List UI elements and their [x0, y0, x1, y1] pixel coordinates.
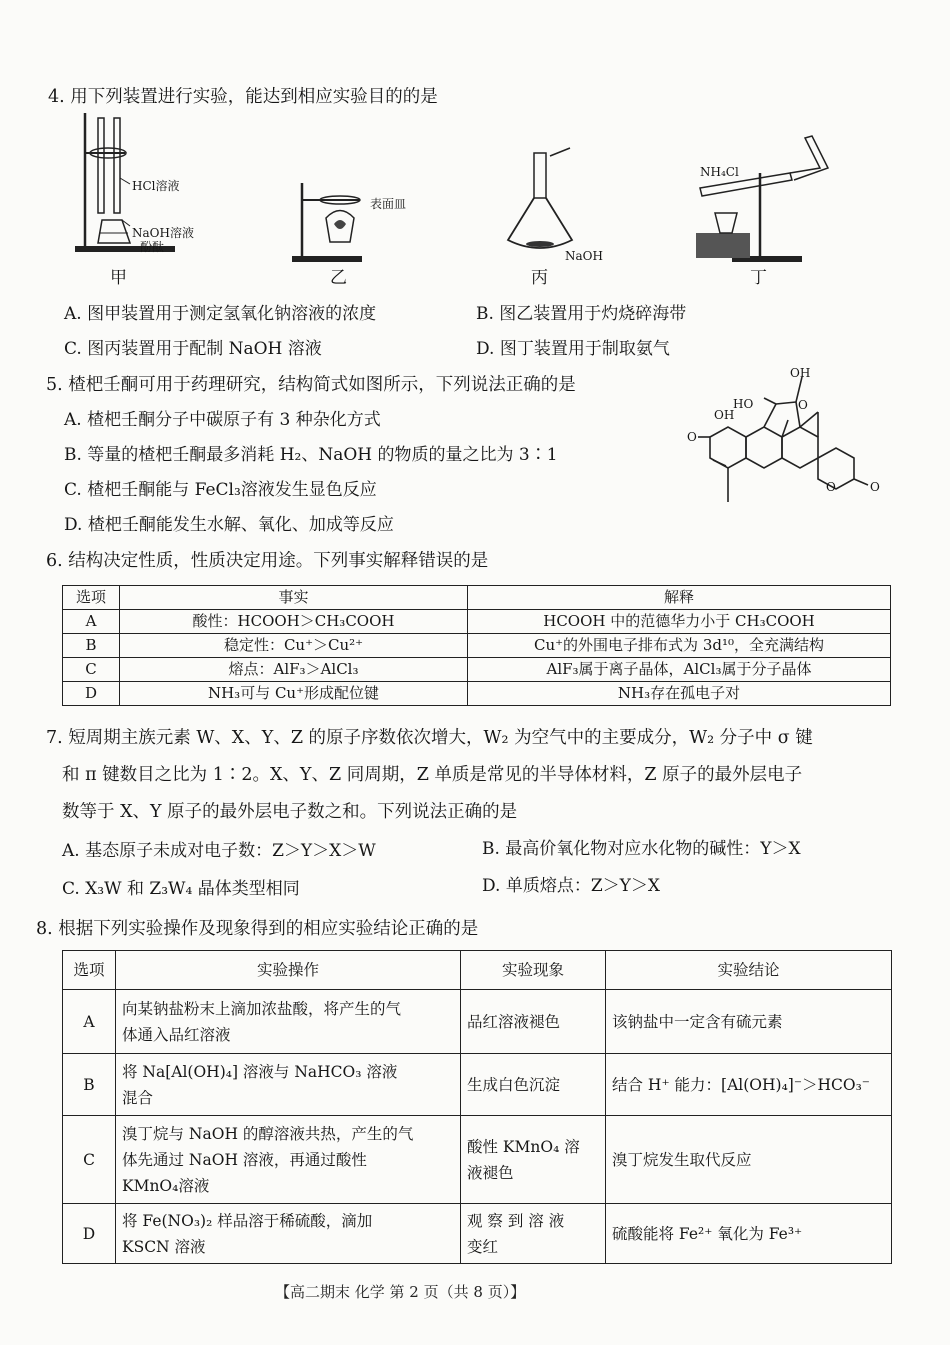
- table-header-row: [63, 586, 891, 610]
- q8-table: [62, 950, 892, 1264]
- col-header: 事实: [120, 586, 468, 610]
- table-cell: NH₃可与 Cu⁺形成配位键: [120, 682, 468, 706]
- table-cell: [116, 1054, 461, 1116]
- q4-option-a: A. 图甲装置用于测定氢氧化钠溶液的浓度: [64, 304, 377, 324]
- col-header: 选项: [63, 951, 116, 990]
- q4-option-c: C. 图丙装置用于配制 NaOH 溶液: [64, 339, 322, 359]
- table-row: [63, 634, 891, 658]
- cell-line: 体先通过 NaOH 溶液，再通过酸性: [122, 1150, 367, 1169]
- table-row: [63, 990, 892, 1054]
- q5-option-b: B. 等量的楂杷壬酮最多消耗 H₂、NaOH 的物质的量之比为 3∶1: [64, 445, 558, 465]
- q8-stem: 8. 根据下列实验操作及现象得到的相应实验结论正确的是: [36, 919, 479, 939]
- q4-stem: 4. 用下列装置进行实验，能达到相应实验目的的是: [48, 87, 438, 107]
- cell-line: 将 Na[Al(OH)₄] 溶液与 NaHCO₃ 溶液: [122, 1062, 398, 1081]
- table-cell: [116, 1204, 461, 1264]
- figure-label-bing: 丙: [531, 268, 548, 288]
- table-cell: [461, 990, 606, 1054]
- q7-line-1: 7. 短周期主族元素 W、X、Y、Z 的原子序数依次增大，W₂ 为空气中的主要成分，W₂ 分子中 σ 键: [46, 728, 813, 748]
- table-cell: C: [63, 658, 120, 682]
- table-cell: AlF₃属于离子晶体，AlCl₃属于分子晶体: [468, 658, 891, 682]
- struct-o2: O: [687, 430, 697, 444]
- q7-option-b: B. 最高价氧化物对应水化物的碱性：Y＞X: [482, 839, 801, 859]
- q6-stem: 6. 结构决定性质，性质决定用途。下列事实解释错误的是: [46, 551, 489, 571]
- label-nh4cl: NH₄Cl: [700, 165, 739, 179]
- struct-o4: O: [870, 480, 880, 494]
- table-cell: C: [63, 1116, 116, 1204]
- struct-o3: O: [826, 480, 836, 494]
- figure-yi: [290, 178, 390, 263]
- q7-line-2: 和 π 键数目之比为 1∶2。X、Y、Z 同周期，Z 单质是常见的半导体材料，Z 原子的最外层电子: [62, 765, 803, 785]
- cell-line: 生成白色沉淀: [467, 1075, 561, 1094]
- table-cell: NH₃存在孤电子对: [468, 682, 891, 706]
- figure-ding: [690, 138, 840, 263]
- table-row: [63, 1204, 892, 1264]
- q5-option-c: C. 楂杷壬酮能与 FeCl₃溶液发生显色反应: [64, 480, 377, 500]
- table-cell: [461, 1204, 606, 1264]
- struct-ho: HO: [733, 397, 754, 411]
- q7-option-d: D. 单质熔点：Z＞Y＞X: [482, 876, 660, 896]
- table-cell: [116, 990, 461, 1054]
- q7-line-3: 数等于 X、Y 原子的最外层电子数之和。下列说法正确的是: [62, 802, 518, 822]
- table-cell: 溴丁烷发生取代反应: [606, 1116, 892, 1204]
- q7-option-a: A. 基态原子未成对电子数：Z＞Y＞X＞W: [62, 841, 376, 861]
- q5-stem: 5. 楂杷壬酮可用于药理研究，结构简式如图所示，下列说法正确的是: [46, 375, 576, 395]
- page-footer: 【高二期末 化学 第 2 页（共 8 页）】: [275, 1283, 526, 1301]
- cell-line: 混合: [122, 1088, 154, 1107]
- cell-line: 酸性 KMnO₄ 溶: [467, 1137, 580, 1156]
- q4-option-b: B. 图乙装置用于灼烧碎海带: [476, 304, 687, 324]
- table-cell: 硫酸能将 Fe²⁺ 氧化为 Fe³⁺: [606, 1204, 892, 1264]
- cell-line: 液褪色: [467, 1163, 514, 1182]
- cell-line: KSCN 溶液: [122, 1237, 206, 1256]
- table-cell: B: [63, 634, 120, 658]
- cell-line: 溴丁烷与 NaOH 的醇溶液共热，产生的气: [122, 1124, 414, 1143]
- table-cell: 结合 H⁺ 能力：[Al(OH)₄]⁻＞HCO₃⁻: [606, 1054, 892, 1116]
- label-dish: 表面皿: [370, 197, 407, 211]
- structure-diagram: [680, 362, 880, 522]
- cell-line: 观 察 到 溶 液: [467, 1211, 565, 1230]
- table-cell: A: [63, 610, 120, 634]
- label-naoh: NaOH溶液: [132, 226, 194, 240]
- table-row: [63, 1054, 892, 1116]
- table-cell: [461, 1054, 606, 1116]
- q6-table: [62, 585, 891, 706]
- col-header: 实验结论: [606, 951, 892, 990]
- figure-label-jia: 甲: [110, 268, 127, 288]
- table-cell: Cu⁺的外围电子排布式为 3d¹⁰，全充满结构: [468, 634, 891, 658]
- table-cell: 熔点：AlF₃＞AlCl₃: [120, 658, 468, 682]
- struct-oh2: OH: [714, 408, 735, 422]
- label-phenol: 酚酞: [140, 240, 165, 254]
- struct-o1: O: [798, 398, 808, 412]
- cell-line: 品红溶液褪色: [467, 1012, 561, 1031]
- col-header: 实验操作: [116, 951, 461, 990]
- table-row: [63, 610, 891, 634]
- table-row: [63, 658, 891, 682]
- table-cell: [461, 1116, 606, 1204]
- q4-option-d: D. 图丁装置用于制取氨气: [476, 339, 670, 359]
- figure-label-yi: 乙: [330, 268, 347, 288]
- cell-line: 变红: [467, 1237, 499, 1256]
- col-header: 选项: [63, 586, 120, 610]
- figure-label-ding: 丁: [750, 268, 767, 288]
- table-row: [63, 1116, 892, 1204]
- label-naoh2: NaOH: [565, 249, 603, 263]
- q5-option-a: A. 楂杷壬酮分子中碳原子有 3 种杂化方式: [64, 410, 381, 430]
- cell-line: 体通入品红溶液: [122, 1025, 231, 1044]
- figure-bing: [500, 148, 590, 263]
- q7-option-c: C. X₃W 和 Z₃W₄ 晶体类型相同: [62, 879, 300, 899]
- label-hcl: HCl溶液: [132, 179, 180, 193]
- col-header: 实验现象: [461, 951, 606, 990]
- table-cell: D: [63, 1204, 116, 1264]
- table-cell: HCOOH 中的范德华力小于 CH₃COOH: [468, 610, 891, 634]
- table-cell: A: [63, 990, 116, 1054]
- table-cell: B: [63, 1054, 116, 1116]
- table-cell: [116, 1116, 461, 1204]
- table-header-row: [63, 951, 892, 990]
- table-cell: 稳定性：Cu⁺＞Cu²⁺: [120, 634, 468, 658]
- cell-line: 将 Fe(NO₃)₂ 样品溶于稀硫酸，滴加: [122, 1211, 373, 1230]
- table-cell: 酸性：HCOOH＞CH₃COOH: [120, 610, 468, 634]
- cell-line: 向某钠盐粉末上滴加浓盐酸，将产生的气: [122, 999, 402, 1018]
- table-row: [63, 682, 891, 706]
- struct-oh1: OH: [790, 366, 811, 380]
- col-header: 解释: [468, 586, 891, 610]
- table-cell: 该钠盐中一定含有硫元素: [606, 990, 892, 1054]
- q5-option-d: D. 楂杷壬酮能发生水解、氧化、加成等反应: [64, 515, 394, 535]
- table-cell: D: [63, 682, 120, 706]
- cell-line: KMnO₄溶液: [122, 1176, 210, 1195]
